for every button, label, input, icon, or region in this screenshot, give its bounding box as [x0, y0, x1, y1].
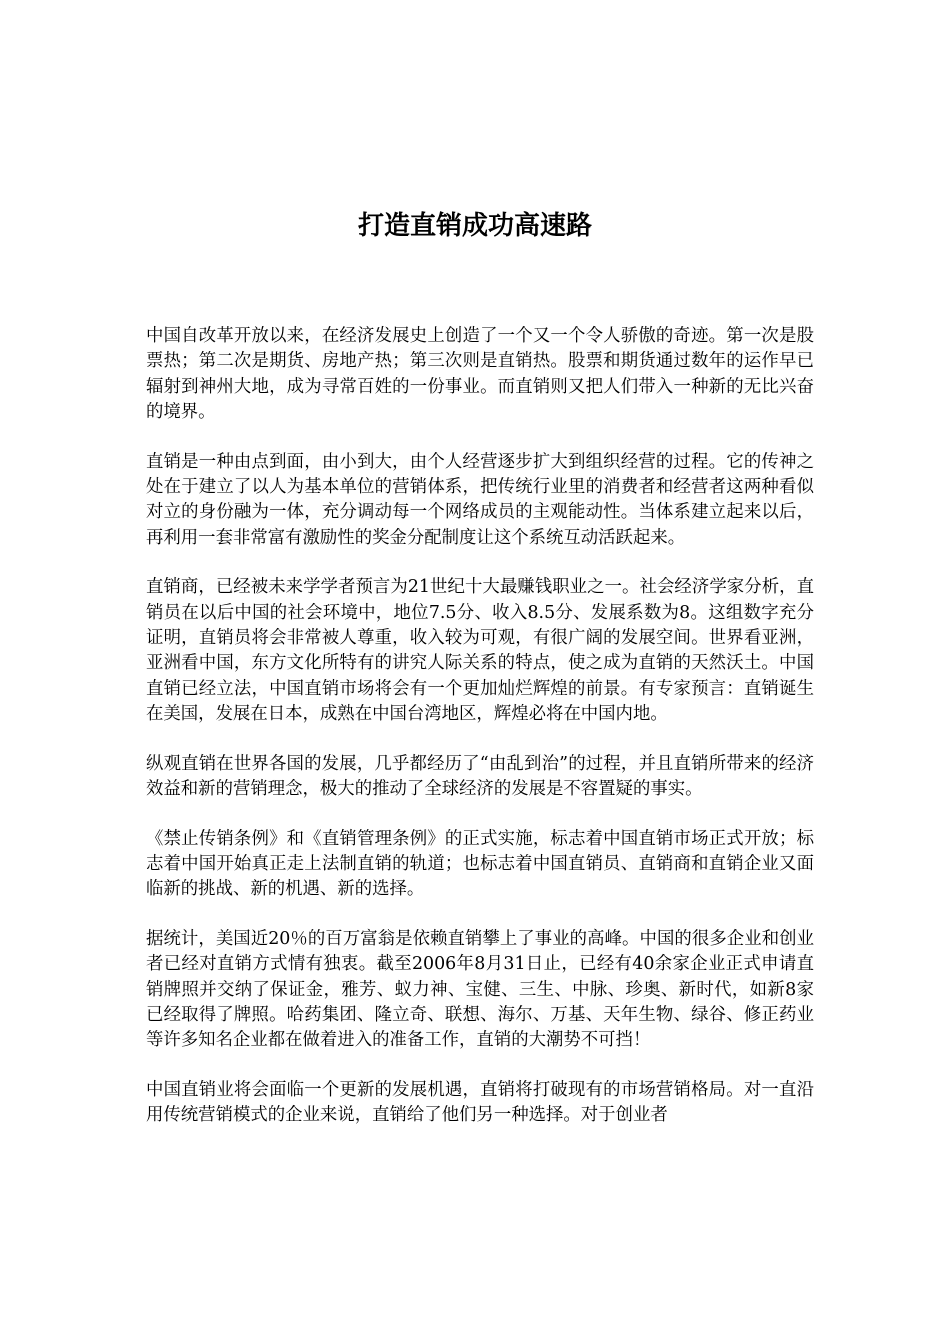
paragraph: 直销是一种由点到面，由小到大，由个人经营逐步扩大到组织经营的过程。它的传神之处在于建立了以人为基本单位的营销体系，把传统行业里的消费者和经营者这两种看似对立的身份融为一体，充分调动每一个网络成员的主观能动性。当体系建立起来以后，再利用一套非常富有激励性的奖金分配制度让这个系统互动活跃起来。	[146, 451, 814, 548]
paragraph: 直销商，已经被未来学学者预言为21世纪十大最赚钱职业之一。社会经济学家分析，直销员在以后中国的社会环境中，地位7.5分、收入8.5分、发展系数为8。这组数字充分证明，直销员将会非常被人尊重，收入较为可观，有很广阔的发展空间。世界看亚洲，亚洲看中国，东方文化所特有的讲究人际关系的特点，使之成为直销的天然沃土。中国直销已经立法，中国直销市场将会有一个更加灿烂辉煌的前景。有专家预言：直销诞生在美国，发展在日本，成熟在中国台湾地区，辉煌必将在中国内地。	[146, 577, 814, 725]
paragraph: 据统计，美国近20％的百万富翁是依赖直销攀上了事业的高峰。中国的很多企业和创业者已经对直销方式情有独衷。截至2006年8月31日止，已经有40余家企业正式申请直销牌照并交纳了保证金，雅芳、蚁力神、宝健、三生、中脉、珍奥、新时代，如新8家已经取得了牌照。哈药集团、隆立奇、联想、海尔、万基、天年生物、绿谷、修正药业等许多知名企业都在做着进入的准备工作，直销的大潮势不可挡！	[146, 928, 814, 1051]
document-body	[146, 324, 814, 1153]
paragraph: 《禁止传销条例》和《直销管理条例》的正式实施，标志着中国直销市场正式开放；标志着中国开始真正走上法制直销的轨道；也标志着中国直销员、直销商和直销企业又面临新的挑战、新的机遇、新的选择。	[146, 828, 814, 900]
paragraph: 纵观直销在世界各国的发展，几乎都经历了“由乱到治”的过程，并且直销所带来的经济效益和新的营销理念，极大的推动了全球经济的发展是不容置疑的事实。	[146, 753, 814, 800]
document-title: 打造直销成功高速路	[357, 211, 592, 241]
paragraph: 中国直销业将会面临一个更新的发展机遇，直销将打破现有的市场营销格局。对一直沿用传统营销模式的企业来说，直销给了他们另一种选择。对于创业者	[146, 1079, 814, 1126]
paragraph: 中国自改革开放以来，在经济发展史上创造了一个又一个令人骄傲的奇迹。第一次是股票热；第二次是期货、房地产热；第三次则是直销热。股票和期货通过数年的运作早已辐射到神州大地，成为寻常百姓的一份事业。而直销则又把人们带入一种新的无比兴奋的境界。	[146, 326, 814, 423]
